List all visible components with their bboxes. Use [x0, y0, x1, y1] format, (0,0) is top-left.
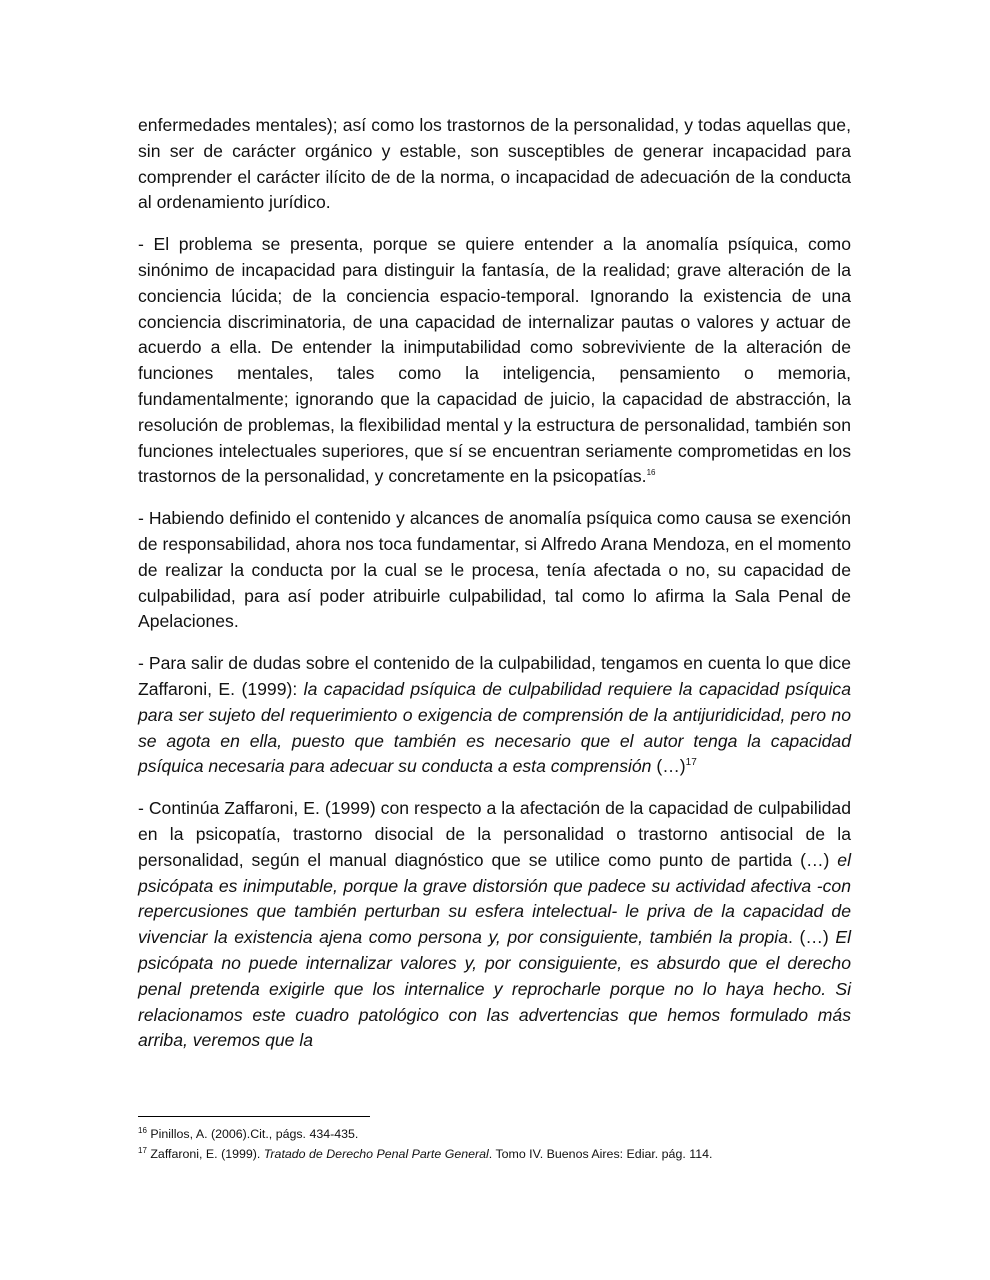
footnotes — [138, 1124, 851, 1164]
paragraph-4 — [138, 651, 851, 780]
footnote-16 — [138, 1124, 851, 1144]
paragraph-4-tail: (…) — [651, 756, 686, 777]
footnote-16-number: 16 — [138, 1125, 147, 1135]
paragraph-1 — [138, 113, 851, 216]
paragraph-5-mid: . (…) — [788, 927, 836, 948]
footnote-divider — [138, 1116, 370, 1117]
paragraph-4-lead: - Para salir de dudas sobre el contenido de la culpabilidad, tengamos en cuenta lo que dice Zaffaroni, E. (1999): — [138, 653, 851, 699]
paragraph-5-lead: - Continúa Zaffaroni, E. (1999) con respecto a la afectación de la capacidad de culpabilidad en la psicopatía, trastorno disocial de la personalidad o trastorno antisocial de la personalidad, según el manual diagnóstico que se utilice como punto de partida (…) — [138, 798, 851, 870]
footnote-16-text: Pinillos, A. (2006).Cit., págs. 434-435. — [150, 1127, 359, 1141]
footnote-ref-17[interactable]: 17 — [685, 757, 697, 769]
paragraph-3 — [138, 506, 851, 635]
body-text — [138, 113, 851, 1070]
paragraph-5-quote-2: El psicópata no puede internalizar valores y, por consiguiente, es absurdo que el derecho penal pretenda exigirle que los internalice y reprocharle porque no lo haya hecho. Si relacionamos este cuadro patológico con las advertencias que hemos formulado más arriba, veremos que la — [138, 927, 852, 1051]
paragraph-4-quote: la capacidad psíquica de culpabilidad requiere la capacidad psíquica para ser sujeto del requerimiento o exigencia de comprensión de la antijuridicidad, pero no se agota en ella, puesto que también es necesario que el autor tenga la capacidad psíquica necesaria para adecuar su conducta a esta comprensión — [138, 678, 851, 777]
paragraph-5 — [138, 796, 851, 1054]
footnote-ref-16[interactable]: 16 — [646, 468, 656, 478]
paragraph-5-quote-1: el psicópata es inimputable, porque la grave distorsión que padece su actividad afectiva -con repercusiones que también perturban su esfera intelectual- le priva de la capacidad de vivenciar la existencia ajena como persona y, por consiguiente, también la propia — [138, 849, 851, 948]
paragraph-1-text: enfermedades mentales); así como los trastornos de la personalidad, y todas aquellas que, sin ser de carácter orgánico y estable, son susceptibles de generar incapacidad para comprender el carácter ilícito de de la norma, o incapacidad de adecuación de la conducta al ordenamiento jurídico. — [138, 115, 851, 213]
footnote-17-tail: . Tomo IV. Buenos Aires: Ediar. pág. 114. — [488, 1147, 713, 1161]
footnote-17-number: 17 — [138, 1145, 147, 1155]
footnote-17-title: Tratado de Derecho Penal Parte General — [263, 1147, 489, 1161]
footnote-17-lead: Zaffaroni, E. (1999). — [150, 1147, 264, 1161]
footnote-17 — [138, 1144, 851, 1164]
paragraph-2-text: - El problema se presenta, porque se quiere entender a la anomalía psíquica, como sinónimo de incapacidad para distinguir la fantasía, de la realidad; grave alteración de la conciencia lúcida; de la conciencia espacio-temporal. Ignorando la existencia de una conciencia discriminatoria, de una capacidad de internalizar pautas o valores y actuar de acuerdo a ella. De entender la inimputabilidad como sobreviviente de la alteración de funciones mentales, tales como la inteligencia, pensamiento o memoria, fundamentalmente; ignorando que la capacidad de juicio, la capacidad de abstracción, la resolución de problemas, la flexibilidad mental y la estructura de personalidad, también son funciones intelectuales superiores, que sí se encuentran seriamente comprometidas en los trastornos de la personalidad, y concretamente en la psicopatías. — [138, 234, 851, 487]
paragraph-2 — [138, 232, 851, 490]
paragraph-3-text: - Habiendo definido el contenido y alcances de anomalía psíquica como causa se exención de responsabilidad, ahora nos toca fundamentar, si Alfredo Arana Mendoza, en el momento de realizar la conducta por la cual se le procesa, tenía afectada o no, su capacidad de culpabilidad, para así poder atribuirle culpabilidad, tal como lo afirma la Sala Penal de Apelaciones. — [138, 508, 852, 632]
